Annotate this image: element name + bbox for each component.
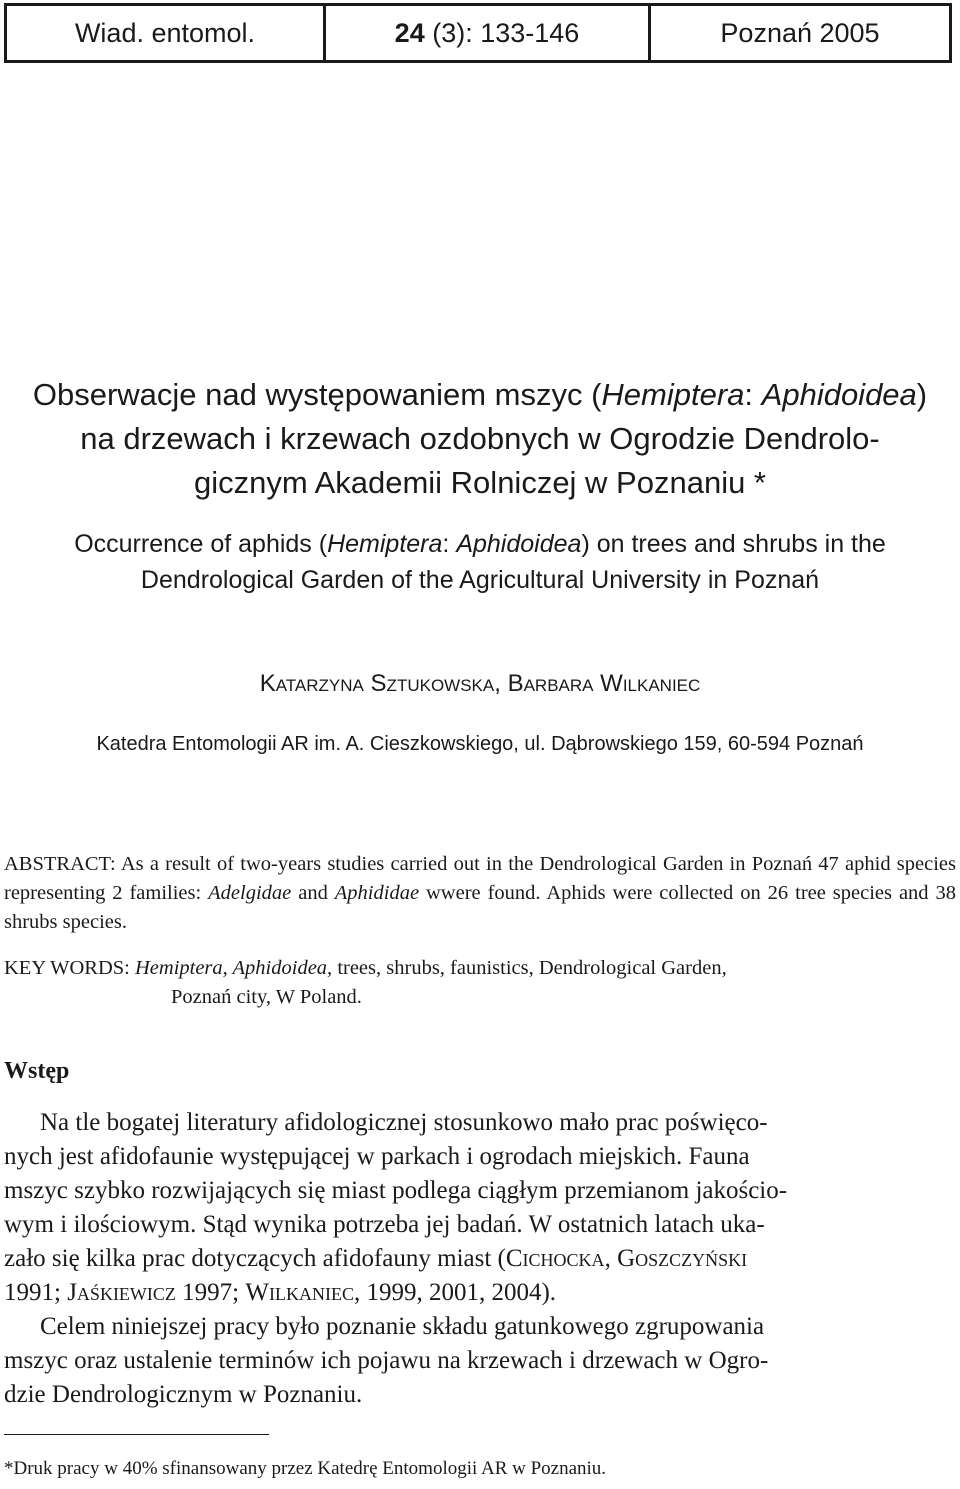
author-2-first: Barbara [507,670,594,697]
affiliation: Katedra Entomologii AR im. A. Cieszkowskiego, ul. Dąbrowskiego 159, 60-594 Poznań [96,733,864,755]
place-year: Poznań 2005 [720,17,880,48]
intro-line: nych jest afidofaunie występującej w parkach i ogrodach miejskich. Fauna [4,1143,750,1170]
intro-line: dzie Dendrologicznym w Poznaniu. [4,1381,363,1408]
intro-text [4,1106,956,1412]
author-2-last: Wilkaniec [600,670,701,697]
keywords-line-1: KEY WORDS: Hemiptera, Aphidoidea, trees, shrubs, faunistics, Dendrological Garden, [4,957,727,979]
author-1-last: Sztukowska [370,670,495,697]
title-polish-line-2: na drzewach i krzewach ozdobnych w Ogrodzie Dendrolo- [80,421,880,456]
title-english-line-1: Occurrence of aphids (Hemiptera: Aphidoidea) on trees and shrubs in the [74,530,886,558]
title-polish-line-3: gicznym Akademii Rolniczej w Poznaniu * [193,465,767,500]
footnote-rule [4,1434,269,1435]
title-polish [0,373,960,505]
intro-line: wym i ilościowym. Stąd wynika potrzeba jej badań. W ostatnich latach uka- [4,1211,765,1238]
intro-line: Na tle bogatej literatury afidologicznej stosunkowo mało prac poświęco- [40,1109,768,1136]
volume-issue [326,6,651,60]
intro-line: mszyc szybko rozwijających się miast podlega ciągłym przemianom jakościo- [4,1177,788,1204]
title-english [0,526,960,598]
title-polish-line-1: Obserwacje nad występowaniem mszyc (Hemiptera: Aphidoidea) [32,377,928,412]
journal-header [4,3,952,63]
journal-name: Wiad. entomol. [7,6,326,60]
keywords-line-2: Poznań city, W Poland. [171,986,362,1008]
issue-pages: (3): 133-146 [424,17,580,48]
author-1-first: Katarzyna [259,670,364,697]
intro-line: Celem niniejszej pracy było poznanie składu gatunkowego zgrupowania [40,1313,765,1340]
volume-number: 24 [394,17,425,48]
author-list: Katarzyna Sztukowska, Barbara Wilkaniec [259,670,701,697]
keywords [4,954,956,1012]
intro-line: zało się kilka prac dotyczących afidofauny miast (Cichocka, Goszczyński [4,1245,748,1272]
intro-line: mszyc oraz ustalenie terminów ich pojawu na krzewach i drzewach w Ogro- [4,1347,769,1374]
intro-line: 1991; Jaśkiewicz 1997; Wilkaniec, 1999, 2001, 2004). [4,1279,557,1306]
abstract: ABSTRACT: As a result of two-years studies carried out in the Dendrological Garden in Poznań 47 aphid species representing 2 families: Adelgidae and Aphididae wwere found. Aphids were collected on 26 tree species and 38 shrubs species. [4,853,956,933]
footnote: *Druk pracy w 40% sfinansowany przez Katedrę Entomologii AR w Poznaniu. [4,1458,607,1479]
title-english-line-2: Dendrological Garden of the Agricultural University in Poznań [140,566,820,594]
section-heading: Wstęp [4,1058,70,1084]
